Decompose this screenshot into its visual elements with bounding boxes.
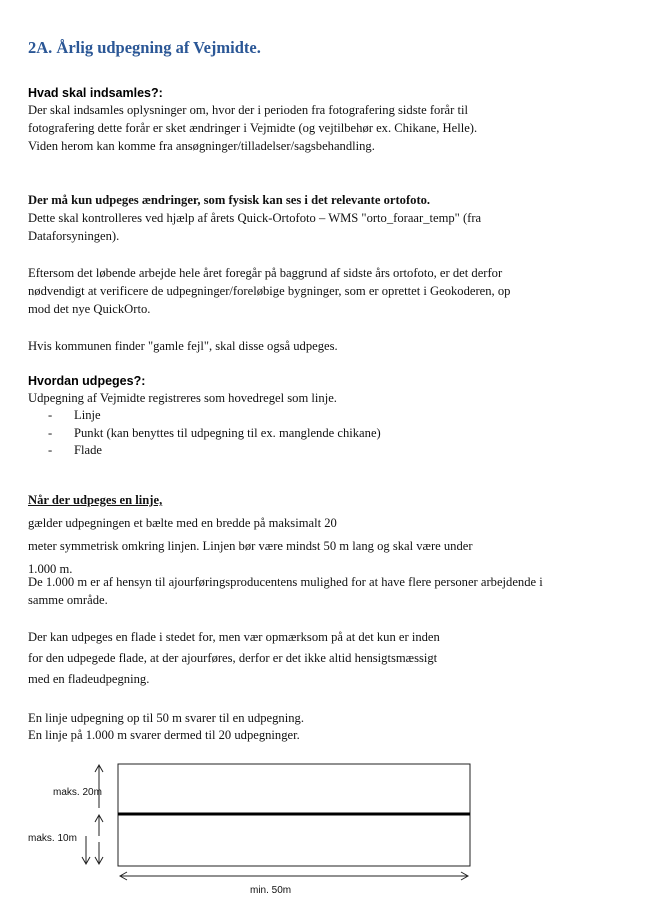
text-line: nødvendigt at verificere de udpegninger/foreløbige bygninger, som er oprettet i Geokoderen, op — [28, 284, 511, 298]
label-max-20m: maks. 20m — [53, 787, 102, 798]
buffer-diagram — [0, 750, 672, 911]
emphasis-lead: Når der udpeges en linje, — [28, 493, 163, 507]
text-line: De 1.000 m er af hensyn til ajourføringsproducentens mulighed for at have flere personer arbejdende i — [28, 575, 543, 589]
bullet-dash: - — [48, 443, 53, 457]
text-inline: gælder udpegningen et bælte med en bredde på maksimalt 20 — [28, 516, 337, 530]
double-arrow-horizontal-icon — [120, 872, 468, 880]
list-item — [48, 407, 381, 425]
list-item — [48, 442, 381, 460]
paragraph-what — [28, 101, 477, 155]
text-line: Der kan udpeges en flade i stedet for, men vær opmærksom på at det kun er inden — [28, 630, 440, 644]
label-min-50m: min. 50m — [250, 885, 292, 896]
text-line — [28, 489, 473, 535]
bullet-dash: - — [48, 425, 53, 440]
text-line: Udpegning af Vejmidte registreres som hovedregel som linje. — [28, 391, 337, 405]
text-line: Hvis kommunen finder "gamle fejl", skal disse også udpeges. — [28, 339, 338, 353]
page-title: 2A. Årlig udpegning af Vejmidte. — [28, 38, 261, 57]
list-item-label: Punkt (kan benyttes til udpegning til ex. manglende chikane) — [74, 425, 381, 440]
text-line: En linje på 1.000 m svarer dermed til 20 udpegninger. — [28, 727, 300, 742]
arrow-down-icon — [82, 836, 90, 864]
bold-rule-line: Der må kun udpeges ændringer, som fysisk kan ses i det relevante ortofoto. — [28, 193, 431, 207]
text-line: meter symmetrisk omkring linjen. Linjen bør være mindst 50 m lang og skal være under — [28, 539, 473, 553]
section-title-how: Hvordan udpeges?: — [28, 374, 146, 388]
paragraph-flade — [28, 627, 440, 690]
paragraph-1000m — [28, 573, 543, 609]
text-line: med en fladeudpegning. — [28, 672, 150, 686]
text-line: Dataforsyningen). — [28, 229, 120, 243]
arrow-down-icon — [95, 842, 103, 864]
text-line: 1.000 m. — [28, 562, 73, 576]
paragraph-only-visible — [28, 191, 481, 245]
text-line: Eftersom det løbende arbejde hele året foregår på baggrund af sidste års ortofoto, er det derfor — [28, 266, 503, 280]
paragraph-count — [28, 710, 304, 743]
label-max-10m: maks. 10m — [28, 833, 77, 844]
text-line: mod det nye QuickOrto. — [28, 302, 151, 316]
text-line: Dette skal kontrolleres ved hjælp af årets Quick-Ortofoto – WMS "orto_foraar_temp" (fra — [28, 211, 482, 225]
text-line: Der skal indsamles oplysninger om, hvor der i perioden fra fotografering sidste forår til — [28, 103, 468, 117]
paragraph-ortofoto — [28, 264, 510, 318]
bullet-dash: - — [48, 408, 53, 422]
list-item-label: Flade — [74, 443, 102, 457]
text-line: samme område. — [28, 593, 108, 607]
arrow-up-icon — [95, 815, 103, 836]
text-line: Viden herom kan komme fra ansøgninger/tilladelser/sagsbehandling. — [28, 139, 375, 153]
list-item-label: Linje — [74, 408, 101, 422]
paragraph-old-errors — [28, 337, 338, 355]
list-item — [48, 425, 381, 443]
text-line: for den udpegede flade, at der ajourføres, derfor er det ikke altid hensigtsmæssigt — [28, 651, 438, 665]
method-list — [48, 407, 381, 460]
text-line: fotografering dette forår er sket ændringer i Vejmidte (og vejtilbehør ex. Chikane, Helle). — [28, 121, 478, 135]
section-title-what: Hvad skal indsamles?: — [28, 86, 163, 100]
paragraph-line-rule — [28, 489, 473, 581]
paragraph-how-intro — [28, 389, 337, 407]
text-line: En linje udpegning op til 50 m svarer til en udpegning. — [28, 711, 304, 725]
